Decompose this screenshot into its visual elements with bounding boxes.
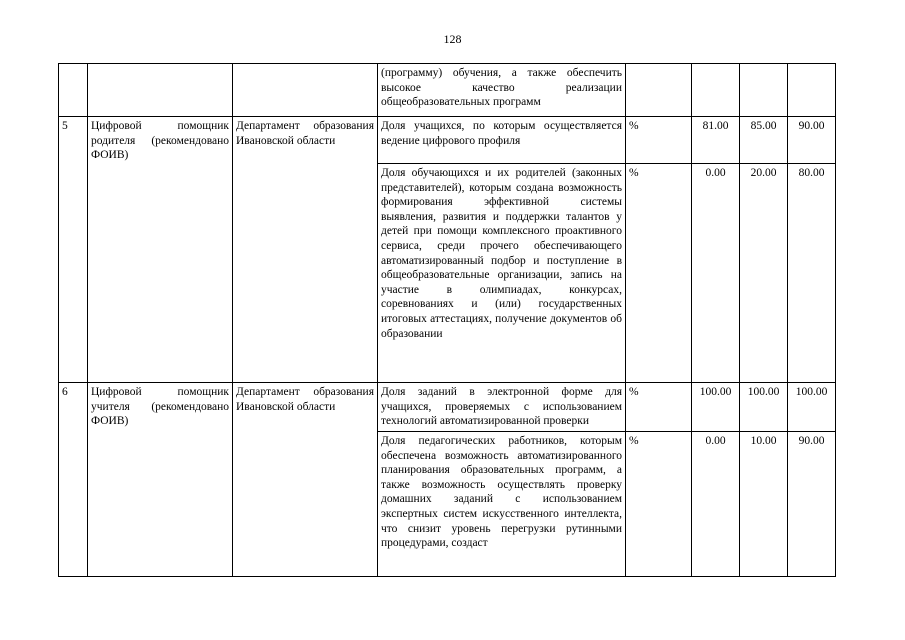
- unit-cell: [626, 64, 692, 117]
- value-cell-3: 80.00: [788, 164, 836, 383]
- indicator-cell: Доля заданий в электронной форме для учащихся, проверяемых с использованием технологий автоматизированной проверки: [378, 383, 626, 432]
- executor-cell: Департамент образования Ивановской области: [233, 383, 378, 577]
- value-cell-1: 0.00: [692, 432, 740, 577]
- value-cell-3: 100.00: [788, 383, 836, 432]
- table-row: [59, 64, 836, 117]
- value-cell-2: 100.00: [740, 383, 788, 432]
- indicator-cell: (программу) обучения, а также обеспечить высокое качество реализации общеобразовательных программ: [378, 64, 626, 117]
- indicator-cell: Доля обучающихся и их родителей (законных представителей), которым создана возможность формирования эффективной системы выявления, развития и поддержки талантов у детей при помощи комплексного проактивного сервиса, среди прочего обеспечивающего автоматизированный подбор и поступление в общеобразовательные организации, запись на участие в олимпиадах, конкурсах, соревнованиях и (или) государственных итоговых аттестациях, получение документов об образовании: [378, 164, 626, 383]
- value-cell-1: 0.00: [692, 164, 740, 383]
- indicators-table: [58, 63, 836, 577]
- indicator-cell: Доля учащихся, по которым осуществляется ведение цифрового профиля: [378, 117, 626, 164]
- value-cell-2: 10.00: [740, 432, 788, 577]
- value-cell-2: [740, 64, 788, 117]
- executor-cell: Департамент образования Ивановской области: [233, 117, 378, 383]
- index-cell: [59, 64, 88, 117]
- project-name-cell: [88, 64, 233, 117]
- indicator-cell: Доля педагогических работников, которым обеспечена возможность автоматизированного планирования образовательных программ, а также возможность осуществлять проверку домашних заданий с использованием экспертных систем искусственного интеллекта, что снизит уровень перегрузки рутинными процедурами, создаст: [378, 432, 626, 577]
- value-cell-1: 81.00: [692, 117, 740, 164]
- project-name-cell: Цифровой помощник родителя (рекомендовано ФОИВ): [88, 117, 233, 383]
- unit-cell: %: [626, 117, 692, 164]
- unit-cell: %: [626, 432, 692, 577]
- index-cell: 6: [59, 383, 88, 577]
- table-row: [59, 383, 836, 432]
- executor-cell: [233, 64, 378, 117]
- table-row: [59, 117, 836, 164]
- project-name-cell: Цифровой помощник учителя (рекомендовано ФОИВ): [88, 383, 233, 577]
- value-cell-3: 90.00: [788, 117, 836, 164]
- value-cell-3: [788, 64, 836, 117]
- value-cell-3: 90.00: [788, 432, 836, 577]
- value-cell-1: [692, 64, 740, 117]
- unit-cell: %: [626, 164, 692, 383]
- value-cell-2: 20.00: [740, 164, 788, 383]
- page-number: 128: [443, 32, 462, 46]
- value-cell-1: 100.00: [692, 383, 740, 432]
- value-cell-2: 85.00: [740, 117, 788, 164]
- unit-cell: %: [626, 383, 692, 432]
- index-cell: 5: [59, 117, 88, 383]
